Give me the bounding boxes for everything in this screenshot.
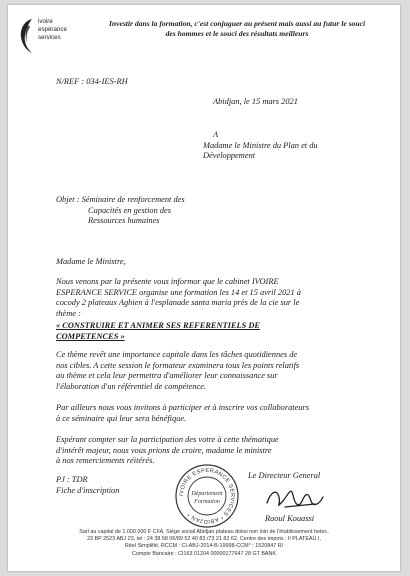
paragraph-line: thème : bbox=[56, 308, 81, 318]
enclosure-line-1: PJ : TDR bbox=[56, 475, 88, 484]
logo-line-1: ivoire bbox=[38, 18, 53, 25]
recipient-block bbox=[203, 130, 318, 162]
recipient-line-2: Madame le Ministre du Plan et du bbox=[203, 140, 318, 150]
paragraph-line: nos cibles. A cette session le formateur examinera tous les points relatifs bbox=[56, 360, 300, 370]
recipient-line-1: A bbox=[213, 130, 219, 139]
logo-line-2: espérance bbox=[38, 26, 67, 33]
signature-title: Le Directeur General bbox=[248, 471, 321, 480]
object-line-3: Ressources humaines bbox=[88, 216, 160, 226]
handwritten-signature bbox=[263, 483, 333, 515]
stamp-center-line-2: Formation bbox=[194, 499, 220, 505]
logo-line-3: services bbox=[38, 34, 61, 41]
theme-line-1: « CONSTRUIRE ET ANIMER SES REFERENTIELS DE bbox=[56, 321, 261, 330]
letter-page bbox=[8, 5, 400, 571]
theme-line-2: COMPETENCES » bbox=[56, 331, 125, 341]
paragraph-invitation bbox=[56, 403, 309, 424]
paragraph-line: d'intérêt majeur, nous vous prions de croire, madame le ministre bbox=[56, 445, 272, 455]
object-line-1: Objet : Séminaire de renforcement des bbox=[56, 195, 185, 204]
footer-line-4: Compte Bancaire : CI163 01204 00000177647 28 GT BANK bbox=[131, 550, 277, 557]
stamp-center-line-1: Département bbox=[191, 491, 223, 497]
paragraph-line: à ce séminaire qui leur sera bénéfique. bbox=[56, 413, 187, 423]
legal-footer bbox=[8, 529, 400, 558]
paragraph-line: cocody 2 plateaux Aghien à l'esplanade santa maria près de la cie sur le bbox=[56, 298, 300, 308]
paragraph-line: l'élaboration d'un référentiel de compétence. bbox=[56, 381, 207, 391]
footer-line-3: Réel Simplifié, RCCM : CI-ABJ-2014-B-19998-CCM° : 1520847 R/ bbox=[124, 543, 284, 550]
paragraph-line: au thème et cela leur permettra d'améliorer leur connaissance sur bbox=[56, 371, 278, 381]
salutation: Madame le Ministre, bbox=[56, 257, 126, 266]
seminar-theme bbox=[56, 321, 260, 342]
stamp-ring-text: IVOIRE ESPERANCE SERVICES * ABIDJAN * bbox=[178, 467, 236, 525]
footer-line-2: 23 BP 2523 ABJ 23, tel : 24 38 58 06/89 52 40 83 /73 21 82 62, Centre des impots : Il PLATEAU I, bbox=[87, 536, 321, 543]
company-tagline bbox=[78, 19, 396, 39]
paragraph-line: Ce thème revêt une importance capitale dans les tâches quotidiennes de bbox=[56, 350, 298, 359]
paragraph-intro bbox=[56, 277, 301, 319]
letter-date: Abidjan, le 15 mars 2021 bbox=[213, 97, 298, 106]
enclosures bbox=[56, 475, 119, 496]
object-line-2: Capacités en gestion des bbox=[88, 205, 172, 215]
paragraph-line: Nous venons par la présente vous informor que le cabinet IVOIRE bbox=[56, 277, 279, 286]
footer-line-1: Sarl au capital de 1.000.000 F CFA, Siège social Abidjan plateau doksi non loin de l'établissement hetec, bbox=[79, 529, 329, 535]
paragraph-line: Par ailleurs nous vous invitons à participer et à inscrire vos collaborateurs bbox=[56, 403, 310, 412]
signatory-name: Raoul Kouassi bbox=[265, 514, 315, 523]
reference-number: N/REF : 034-IES-RH bbox=[56, 77, 128, 86]
company-stamp bbox=[174, 463, 240, 529]
recipient-line-3: Développement bbox=[203, 151, 256, 161]
object-block bbox=[56, 195, 185, 227]
paragraph-closing bbox=[56, 435, 279, 467]
paragraph-theme-importance bbox=[56, 350, 299, 392]
tagline-line-1: Investir dans la formation, c'est conjuguer au présent mais aussi au futur le souci bbox=[108, 19, 366, 28]
enclosure-line-2: Fiche d'inscription bbox=[56, 485, 120, 495]
logo-mark bbox=[16, 15, 38, 55]
paragraph-line: Espérant compter sur la participation des votre à cette thématique bbox=[56, 435, 279, 444]
tagline-line-2: des hommes et le souci des résultats meilleurs bbox=[165, 29, 309, 38]
paragraph-line: ESPERANCE SERVICE organise une formation les 14 et 15 avril 2021 à bbox=[56, 287, 301, 297]
company-logo bbox=[16, 15, 78, 55]
paragraph-line: à nos remerciements réitérés. bbox=[56, 456, 155, 466]
